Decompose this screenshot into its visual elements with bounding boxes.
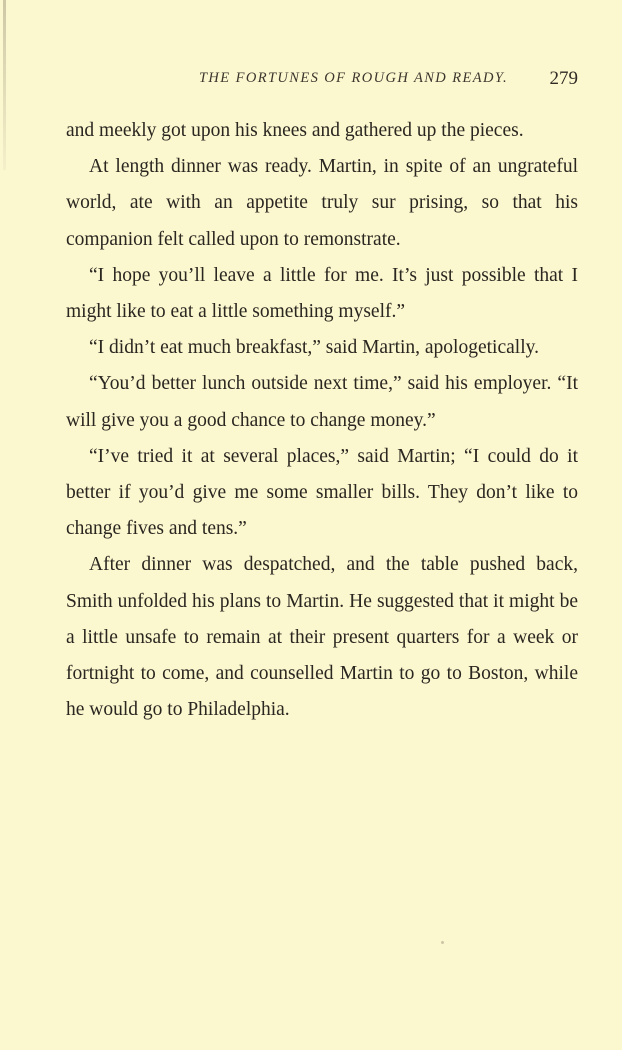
paper-speck [441,941,444,944]
paragraph-1: and meekly got upon his knees and gathered up the pieces. [66,120,524,141]
running-title: THE FORTUNES OF ROUGH AND READY. [198,70,508,86]
paragraph-5: “You’d better lunch outside next time,” said his employer. “It will give you a good chance to change money.” [66,373,578,431]
paragraph-4: “I didn’t eat much breakfast,” said Martin, apologetically. [89,337,539,359]
page-body [66,113,578,728]
binding-edge-mark [3,0,6,170]
paragraph-6: “I’ve tried it at several places,” said Martin; “I could do it better if you’d give me some smaller bills. They don’t like to change fives and tens.” [66,445,578,540]
paragraph-3: “I hope you’ll leave a little for me. It’s just possible that I might like to eat a little something myself.” [66,264,578,323]
paragraph-7: After dinner was despatched, and the table pushed back, Smith unfolded his plans to Martin. He suggested that it might be a little unsafe to remain at their present quarters for a week or fortnight to come, and counselled Martin to go to Boston, while he would go to Philadelphia. [66,554,578,721]
running-header [66,70,578,96]
paragraph-2: At length dinner was ready. Martin, in spite of an ungrateful world, ate with an appetite truly sur prising, so that his companion felt called upon to remonstrate. [66,156,578,250]
page-number: 279 [549,68,578,89]
